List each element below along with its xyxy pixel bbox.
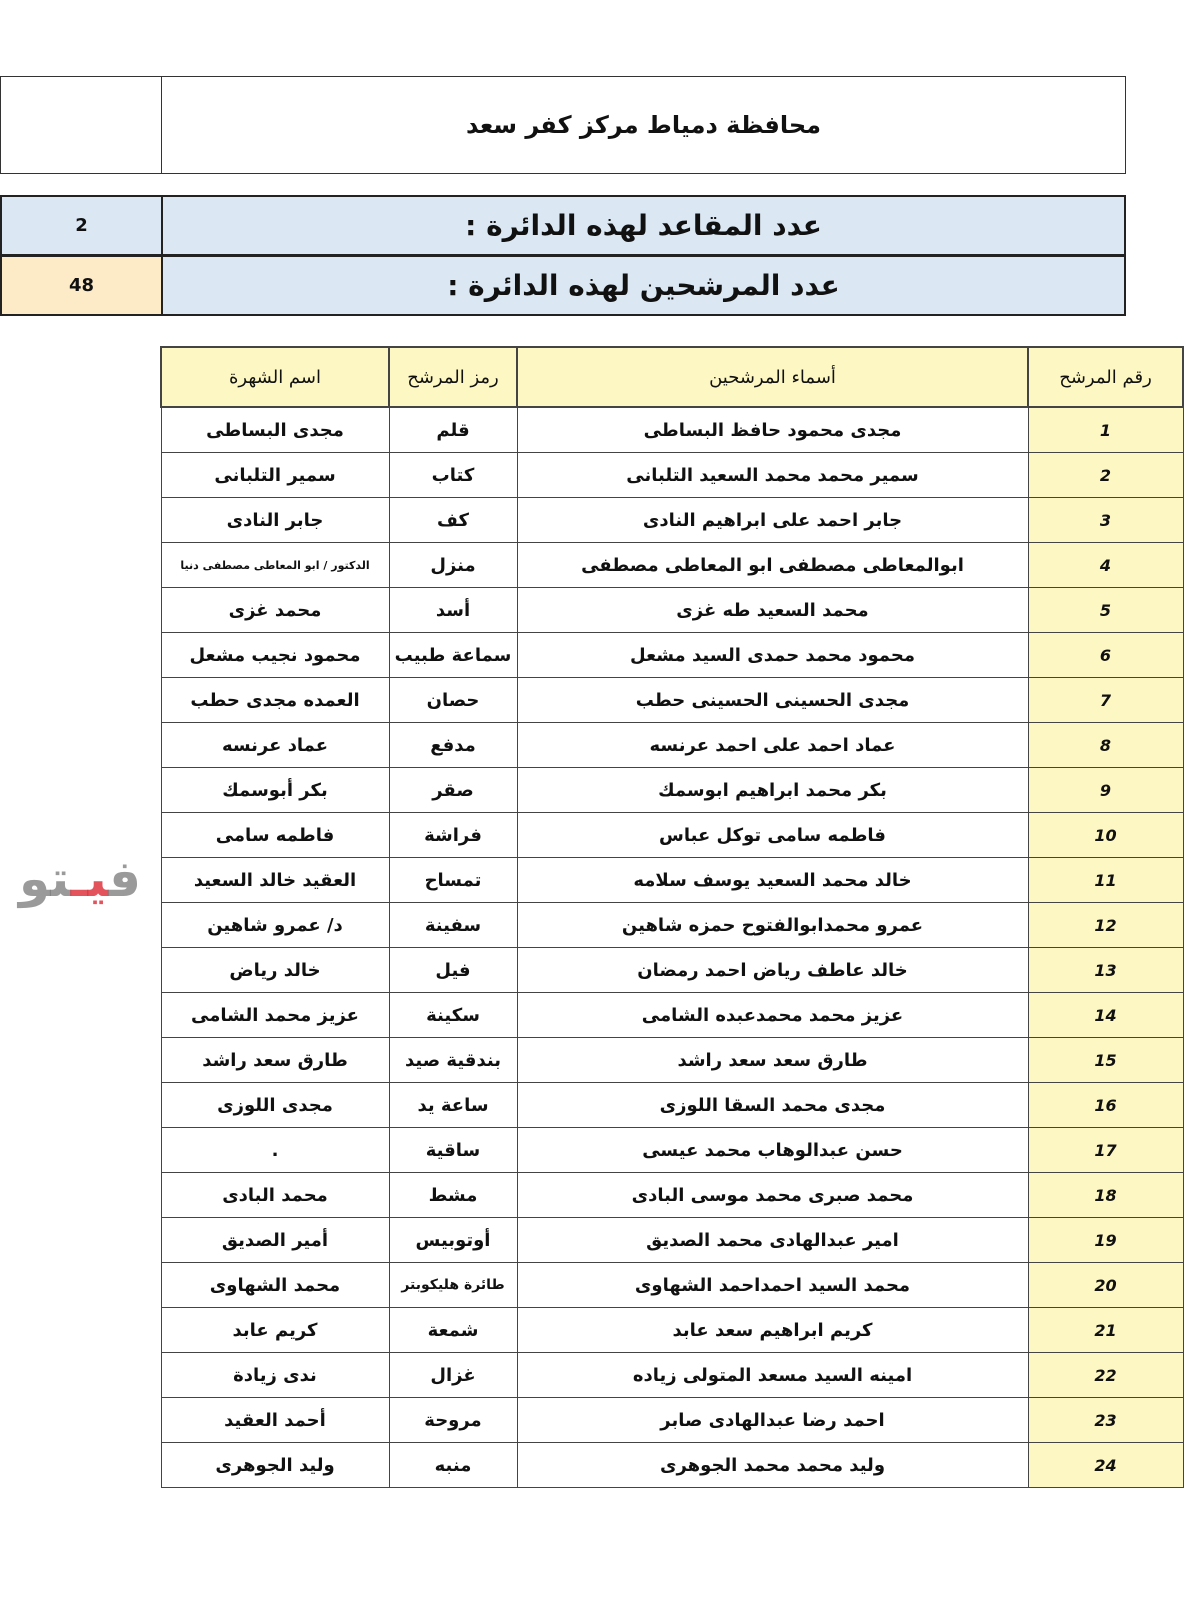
candidate-number-cell: 7 [1028, 678, 1183, 723]
district-title-box [0, 76, 1126, 174]
table-row [161, 1038, 1183, 1083]
nickname-cell: مجدى اللوزى [161, 1083, 389, 1128]
nickname-cell: طارق سعد راشد [161, 1038, 389, 1083]
candidate-number-cell: 24 [1028, 1443, 1183, 1488]
candidate-name-cell: بكر محمد ابراهيم ابوسمك [517, 768, 1028, 813]
candidate-name-cell: مجدى الحسينى الحسينى حطب [517, 678, 1028, 723]
candidates-count-label: عدد المرشحين لهذه الدائرة : [163, 257, 1124, 314]
candidate-name-cell: محمد صبرى محمد موسى البادى [517, 1173, 1028, 1218]
table-row [161, 678, 1183, 723]
table-row [161, 813, 1183, 858]
symbol-cell: فراشة [389, 813, 517, 858]
header-name: أسماء المرشحين [517, 347, 1028, 407]
candidate-name-cell: محمد السعيد طه غزى [517, 588, 1028, 633]
nickname-cell: . [161, 1128, 389, 1173]
table-row [161, 903, 1183, 948]
candidate-number-cell: 8 [1028, 723, 1183, 768]
candidate-name-cell: خالد عاطف رياض احمد رمضان [517, 948, 1028, 993]
candidate-number-cell: 10 [1028, 813, 1183, 858]
table-row [161, 1443, 1183, 1488]
nickname-cell: عماد عرنسه [161, 723, 389, 768]
symbol-cell: مشط [389, 1173, 517, 1218]
symbol-cell: تمساح [389, 858, 517, 903]
candidate-number-cell: 22 [1028, 1353, 1183, 1398]
candidate-number-cell: 9 [1028, 768, 1183, 813]
symbol-cell: بندقية صيد [389, 1038, 517, 1083]
nickname-cell: محمد غزى [161, 588, 389, 633]
symbol-cell: طائرة هليكوبتر [389, 1263, 517, 1308]
symbol-cell: كف [389, 498, 517, 543]
symbol-cell: صقر [389, 768, 517, 813]
seats-label: عدد المقاعد لهذه الدائرة : [163, 197, 1124, 254]
candidate-number-cell: 23 [1028, 1398, 1183, 1443]
table-row [161, 407, 1183, 453]
candidates-table [160, 346, 1184, 1488]
nickname-cell: الدكتور / ابو المعاطى مصطفى دنيا [161, 543, 389, 588]
nickname-cell: أحمد العقيد [161, 1398, 389, 1443]
candidates-count-value: 48 [2, 257, 163, 314]
symbol-cell: حصان [389, 678, 517, 723]
table-row [161, 1083, 1183, 1128]
nickname-cell: مجدى البساطى [161, 407, 389, 453]
symbol-cell: شمعة [389, 1308, 517, 1353]
symbol-cell: مدفع [389, 723, 517, 768]
nickname-cell: العمده مجدى حطب [161, 678, 389, 723]
symbol-cell: مروحة [389, 1398, 517, 1443]
symbol-cell: ساقية [389, 1128, 517, 1173]
nickname-cell: كريم عابد [161, 1308, 389, 1353]
candidate-number-cell: 3 [1028, 498, 1183, 543]
nickname-cell: أمير الصديق [161, 1218, 389, 1263]
candidate-number-cell: 1 [1028, 407, 1183, 453]
table-row [161, 858, 1183, 903]
table-row [161, 723, 1183, 768]
candidate-name-cell: مجدى محمد السقا اللوزى [517, 1083, 1028, 1128]
symbol-cell: قلم [389, 407, 517, 453]
candidate-number-cell: 16 [1028, 1083, 1183, 1128]
candidate-name-cell: طارق سعد سعد راشد [517, 1038, 1028, 1083]
table-row [161, 1353, 1183, 1398]
table-row [161, 768, 1183, 813]
candidate-number-cell: 4 [1028, 543, 1183, 588]
table-row [161, 948, 1183, 993]
table-row [161, 633, 1183, 678]
table-row [161, 543, 1183, 588]
candidate-name-cell: امينه السيد مسعد المتولى زياده [517, 1353, 1028, 1398]
nickname-cell: محمود نجيب مشعل [161, 633, 389, 678]
nickname-cell: العقيد خالد السعيد [161, 858, 389, 903]
candidate-number-cell: 17 [1028, 1128, 1183, 1173]
candidate-number-cell: 6 [1028, 633, 1183, 678]
candidate-number-cell: 12 [1028, 903, 1183, 948]
candidate-number-cell: 11 [1028, 858, 1183, 903]
table-row [161, 588, 1183, 633]
nickname-cell: جابر النادى [161, 498, 389, 543]
symbol-cell: كتاب [389, 453, 517, 498]
candidate-name-cell: امير عبدالهادى محمد الصديق [517, 1218, 1028, 1263]
nickname-cell: وليد الجوهرى [161, 1443, 389, 1488]
table-row [161, 1173, 1183, 1218]
nickname-cell: عزيز محمد الشامى [161, 993, 389, 1038]
candidate-number-cell: 15 [1028, 1038, 1183, 1083]
candidate-name-cell: خالد محمد السعيد يوسف سلامه [517, 858, 1028, 903]
symbol-cell: منبه [389, 1443, 517, 1488]
candidate-number-cell: 13 [1028, 948, 1183, 993]
watermark-logo: فيـتو [18, 850, 141, 908]
nickname-cell: خالد رياض [161, 948, 389, 993]
symbol-cell: غزال [389, 1353, 517, 1398]
nickname-cell: د/ عمرو شاهين [161, 903, 389, 948]
table-row [161, 453, 1183, 498]
header-symbol: رمز المرشح [389, 347, 517, 407]
symbol-cell: منزل [389, 543, 517, 588]
candidate-name-cell: حسن عبدالوهاب محمد عيسى [517, 1128, 1028, 1173]
table-row [161, 1263, 1183, 1308]
nickname-cell: ندى زيادة [161, 1353, 389, 1398]
candidates-count-row [0, 255, 1126, 316]
candidate-number-cell: 20 [1028, 1263, 1183, 1308]
table-row [161, 498, 1183, 543]
symbol-cell: فيل [389, 948, 517, 993]
title-blank-cell [1, 77, 162, 173]
page-title: محافظة دمياط مركز كفر سعد [466, 111, 821, 139]
candidate-number-cell: 2 [1028, 453, 1183, 498]
table-row [161, 1308, 1183, 1353]
candidate-name-cell: وليد محمد محمد الجوهرى [517, 1443, 1028, 1488]
candidate-name-cell: عمرو محمدابوالفتوح حمزه شاهين [517, 903, 1028, 948]
candidate-name-cell: عماد احمد على احمد عرنسه [517, 723, 1028, 768]
candidate-number-cell: 5 [1028, 588, 1183, 633]
candidate-name-cell: كريم ابراهيم سعد عابد [517, 1308, 1028, 1353]
candidate-name-cell: سمير محمد محمد السعيد التلبانى [517, 453, 1028, 498]
candidate-name-cell: مجدى محمود حافظ البساطى [517, 407, 1028, 453]
candidate-name-cell: احمد رضا عبدالهادى صابر [517, 1398, 1028, 1443]
candidate-name-cell: ابوالمعاطى مصطفى ابو المعاطى مصطفى [517, 543, 1028, 588]
candidate-number-cell: 19 [1028, 1218, 1183, 1263]
candidate-name-cell: محمود محمد حمدى السيد مشعل [517, 633, 1028, 678]
candidate-number-cell: 18 [1028, 1173, 1183, 1218]
candidate-name-cell: محمد السيد احمداحمد الشهاوى [517, 1263, 1028, 1308]
candidate-name-cell: عزيز محمد محمدعبده الشامى [517, 993, 1028, 1038]
symbol-cell: أوتوبيس [389, 1218, 517, 1263]
candidate-number-cell: 14 [1028, 993, 1183, 1038]
symbol-cell: سماعة طبيب [389, 633, 517, 678]
symbol-cell: أسد [389, 588, 517, 633]
nickname-cell: بكر أبوسمك [161, 768, 389, 813]
header-number: رقم المرشح [1028, 347, 1183, 407]
nickname-cell: محمد الشهاوى [161, 1263, 389, 1308]
symbol-cell: سفينة [389, 903, 517, 948]
table-row [161, 993, 1183, 1038]
candidate-name-cell: فاطمه سامى توكل عباس [517, 813, 1028, 858]
symbol-cell: ساعة يد [389, 1083, 517, 1128]
seats-row [0, 195, 1126, 256]
nickname-cell: فاطمه سامى [161, 813, 389, 858]
nickname-cell: محمد البادى [161, 1173, 389, 1218]
candidate-name-cell: جابر احمد على ابراهيم النادى [517, 498, 1028, 543]
seats-value: 2 [2, 197, 163, 254]
symbol-cell: سكينة [389, 993, 517, 1038]
table-header-row [161, 347, 1183, 407]
candidate-number-cell: 21 [1028, 1308, 1183, 1353]
table-row [161, 1218, 1183, 1263]
header-nickname: اسم الشهرة [161, 347, 389, 407]
nickname-cell: سمير التلبانى [161, 453, 389, 498]
table-row [161, 1398, 1183, 1443]
table-row [161, 1128, 1183, 1173]
